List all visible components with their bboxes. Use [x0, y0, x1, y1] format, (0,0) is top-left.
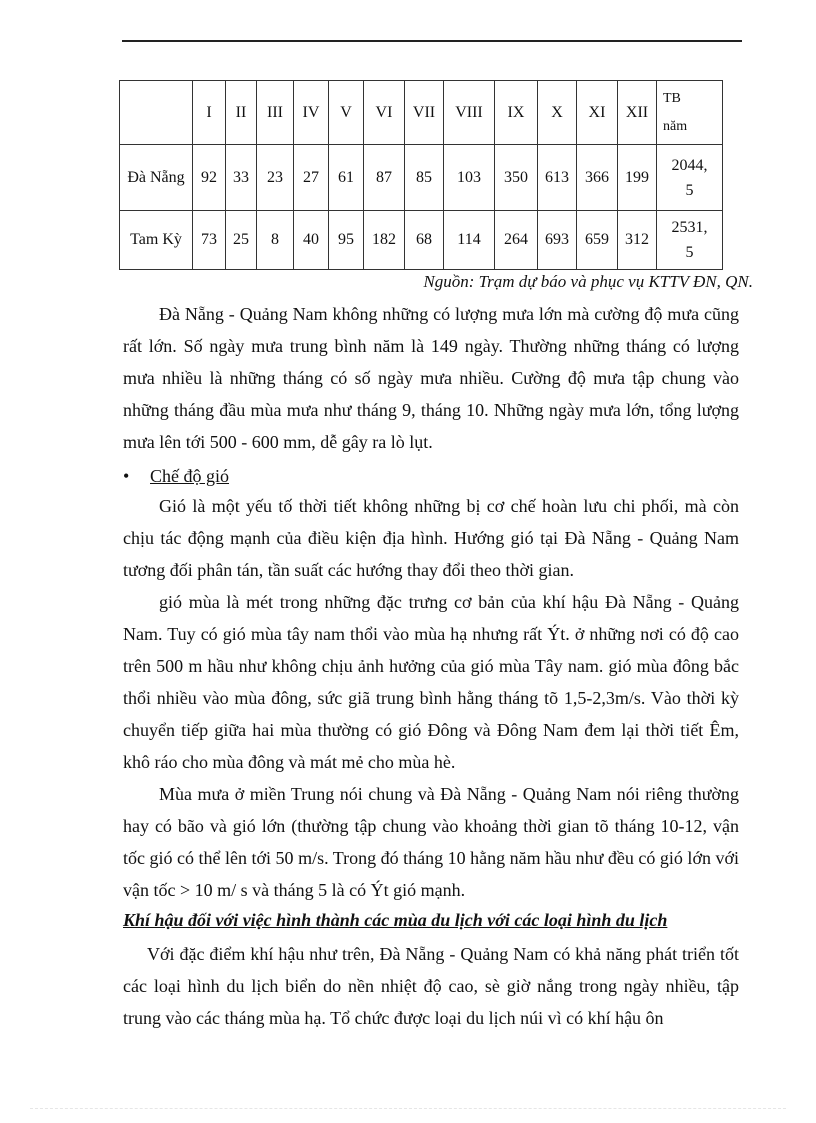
table-cell: 73	[193, 211, 226, 270]
bullet-icon: •	[123, 466, 130, 486]
table-cell: 61	[329, 145, 364, 211]
header-cell: VII	[405, 81, 444, 145]
table-cell: 8	[257, 211, 294, 270]
body-section-rain	[123, 298, 739, 458]
paragraph-monsoon: gió mùa là mét trong những đặc trưng cơ bản của khí hậu Đà Nẵng - Quảng Nam. Tuy có gió mùa tây nam thổi vào mùa hạ nhưng rất Ýt. ở những nơi có độ cao trên 500 m hầu như không chịu ảnh hưởng của gió mùa Tây nam. gió mùa đông bắc thổi nhiều vào mùa đông, sức giã trung bình hằng tháng tõ 1,5-2,3m/s. Vào thời kỳ chuyển tiếp giữa hai mùa thường có gió Đông và Đông Nam đem lại thời tiết Êm, khô ráo cho mùa đông và mát mẻ cho mùa hè.	[123, 592, 739, 772]
paragraph-storm: Mùa mưa ở miền Trung nói chung và Đà Nẵng - Quảng Nam nói riêng thường hay có bão và gió lớn (thường tập chung vào khoảng thời gian tõ tháng 10-12, vận tốc gió có thể lên tới 50 m/s. Trong đó tháng 10 hằng năm hầu như đều có gió lớn với vận tốc > 10 m/ s và tháng 5 là có Ýt gió mạnh.	[123, 784, 739, 900]
footer-rule	[30, 1108, 786, 1109]
table-cell: 312	[618, 211, 657, 270]
header-cell-tb	[657, 81, 723, 145]
paragraph-rain-intensity: Đà Nẵng - Quảng Nam không những có lượng mưa lớn mà cường độ mưa cũng rất lớn. Số ngày mưa trung bình năm là 149 ngày. Thường những tháng có lượng mưa nhiều là những tháng có số ngày mưa nhiều. Cường độ mưa tập chung vào những tháng đầu mùa mưa như tháng 9, tháng 10. Những ngày mưa lớn, tổng lượng mưa lên tới 500 - 600 mm, dễ gây ra lò lụt.	[123, 304, 739, 452]
row-label: Tam Kỳ	[120, 211, 193, 270]
bullet-item-wind	[123, 463, 229, 489]
header-rule	[122, 40, 742, 42]
table-row	[120, 145, 723, 211]
body-section-tourism	[123, 938, 739, 1034]
table-cell: 68	[405, 211, 444, 270]
tb-value-part: 5	[685, 244, 694, 261]
table-row	[120, 211, 723, 270]
header-cell: VI	[364, 81, 405, 145]
header-cell: III	[257, 81, 294, 145]
header-cell: II	[226, 81, 257, 145]
table-cell: 366	[577, 145, 618, 211]
table-cell: 23	[257, 145, 294, 211]
table-header-row	[120, 81, 723, 145]
table-cell: 92	[193, 145, 226, 211]
table-cell: 182	[364, 211, 405, 270]
table-cell: 27	[294, 145, 329, 211]
body-section-wind	[123, 490, 739, 906]
table-cell: 40	[294, 211, 329, 270]
header-cell: I	[193, 81, 226, 145]
header-cell: XII	[618, 81, 657, 145]
table-cell: 114	[444, 211, 495, 270]
header-cell: V	[329, 81, 364, 145]
header-cell: X	[538, 81, 577, 145]
bullet-label: Chế độ gió	[150, 466, 229, 486]
paragraph-wind-intro: Gió là một yếu tố thời tiết không những bị cơ chế hoàn lưu chi phối, mà còn chịu tác động mạnh của điều kiện địa hình. Hướng gió tại Đà Nẵng - Quảng Nam tương đối phân tán, tần suất các hướng thay đổi theo thời gian.	[123, 496, 739, 580]
section-heading: Khí hậu đối với việc hình thành các mùa du lịch với các loại hình du lịch	[123, 910, 668, 930]
table-cell: 85	[405, 145, 444, 211]
paragraph-tourism: Với đặc điểm khí hậu như trên, Đà Nẵng - Quảng Nam có khả năng phát triển tốt các loại hình du lịch biển do nền nhiệt độ cao, sè giờ nắng trong ngày nhiều, tập trung vào các tháng mùa hạ. Tổ chức được loại du lịch núi vì có khí hậu ôn	[123, 944, 739, 1028]
table-cell: 659	[577, 211, 618, 270]
table-cell: 103	[444, 145, 495, 211]
header-cell	[120, 81, 193, 145]
table-cell: 199	[618, 145, 657, 211]
table-cell: 25	[226, 211, 257, 270]
header-cell: IX	[495, 81, 538, 145]
row-label: Đà Nẵng	[120, 145, 193, 211]
rainfall-table	[119, 80, 723, 270]
tb-value-part: 2531,	[671, 219, 708, 236]
table-cell: 264	[495, 211, 538, 270]
table-cell-tb	[657, 145, 723, 211]
table-cell: 693	[538, 211, 577, 270]
header-cell: VIII	[444, 81, 495, 145]
tb-label: TB	[663, 90, 681, 106]
tb-value-part: 5	[685, 181, 694, 199]
table-cell: 33	[226, 145, 257, 211]
tb-label-year: năm	[663, 118, 688, 134]
table-cell: 87	[364, 145, 405, 211]
table-source-note: Nguồn: Trạm dự báo và phục vụ KTTV ĐN, QN.	[423, 272, 753, 291]
table-cell-tb	[657, 211, 723, 270]
table-cell: 613	[538, 145, 577, 211]
header-cell: XI	[577, 81, 618, 145]
table-cell: 350	[495, 145, 538, 211]
table-cell: 95	[329, 211, 364, 270]
header-cell: IV	[294, 81, 329, 145]
tb-value-part: 2044,	[671, 156, 708, 174]
